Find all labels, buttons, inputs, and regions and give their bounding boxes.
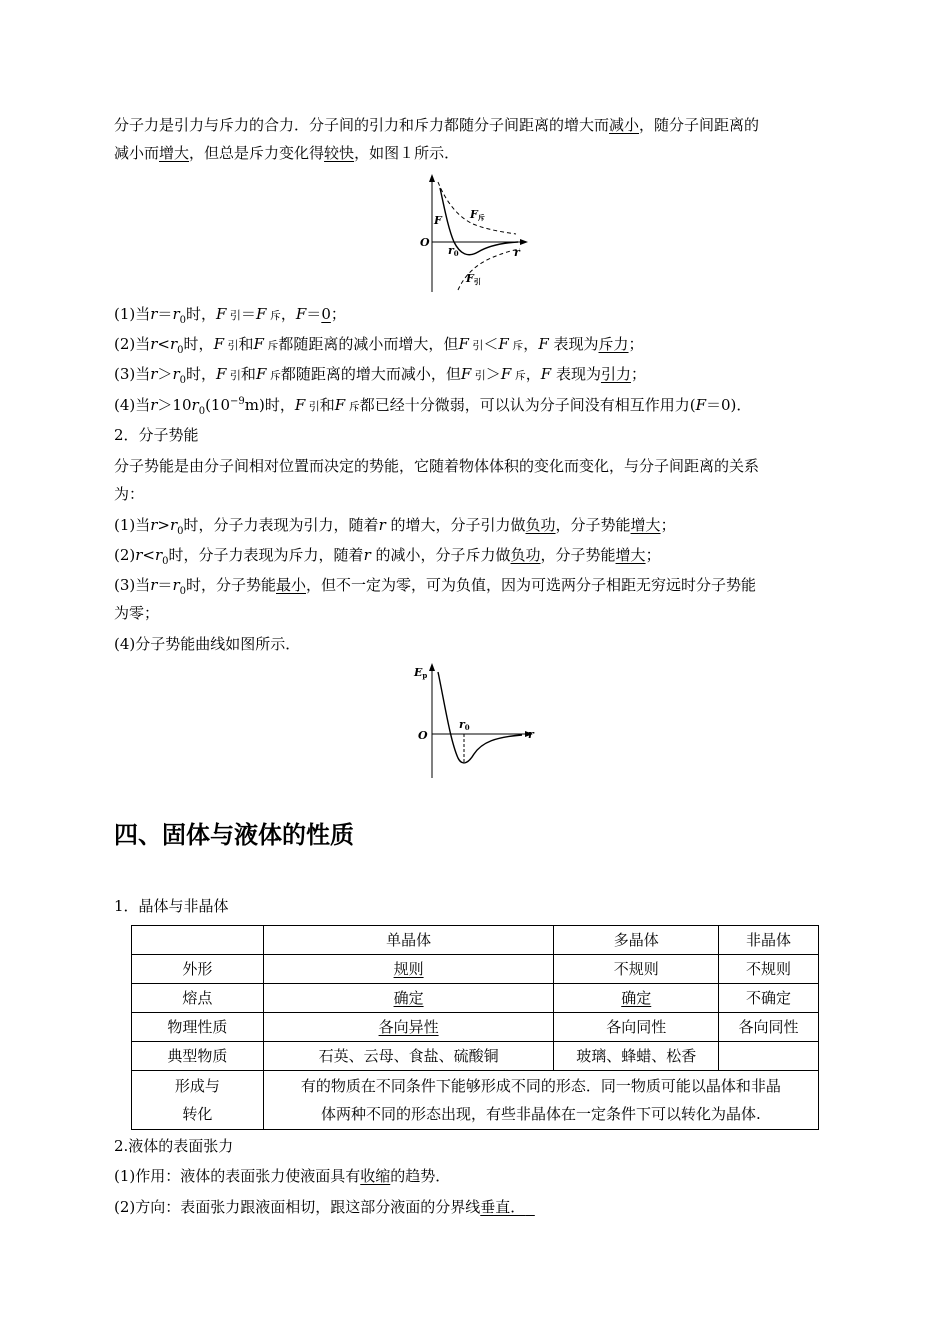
- row-label: 物理性质: [132, 1013, 264, 1042]
- row-label: 熔点: [132, 984, 264, 1013]
- potential-case-4: (4)分子势能曲线如图所示．: [114, 635, 301, 653]
- potential-desc-1: 分子势能是由分子间相对位置而决定的势能，它随着物体体积的变化而变化，与分子间距离的关系: [114, 457, 760, 475]
- label-r0: r0: [448, 244, 459, 258]
- table-row: [132, 1042, 819, 1071]
- label-origin: O: [418, 729, 428, 742]
- row-label: 形成与 转化: [132, 1071, 264, 1130]
- table-cell: 有的物质在不同条件下能够形成不同的形态．同一物质可能以晶体和非晶 体两种不同的形态出现，有些非晶体在一定条件下可以转化为晶体.: [263, 1071, 818, 1130]
- potential-curve: [438, 672, 522, 763]
- table-cell: 各向异性: [263, 1013, 554, 1042]
- force-case-4: (4)当$r>10r_0(10^{-9}m)$时，F 引和F 斥都已经十分微弱，可以认为分子间没有相互作用力(F＝0)．: [114, 396, 752, 417]
- table-cell: 各向同性: [554, 1013, 719, 1042]
- label-Ep: Ep: [414, 666, 428, 680]
- table-cell: 不规则: [554, 955, 719, 984]
- header-cell: 单晶体: [263, 926, 554, 955]
- answer-blank: 引力: [600, 365, 631, 383]
- table-row: [132, 984, 819, 1013]
- table-cell: 石英、云母、食盐、硫酸铜: [263, 1042, 554, 1071]
- answer-blank: 增大: [630, 516, 661, 534]
- force-case-1: (1)当$r=r_0$时，F 引＝F 斥，F＝0；: [114, 305, 346, 326]
- potential-case-3: (3)当$r=r_0$时，分子势能最小，但不一定为零，可为负值，因为可选两分子相距无穷远时分子势能: [114, 576, 757, 597]
- section-heading: 四、固体与液体的性质: [114, 821, 354, 849]
- row-label: 外形: [132, 955, 264, 984]
- text: ，但总是斥力变化得: [189, 144, 325, 162]
- y-axis-arrow: [429, 663, 435, 671]
- label-F-attraction: F引: [466, 272, 481, 286]
- answer-blank: 增大: [159, 144, 190, 162]
- answer-blank: 负功: [510, 546, 541, 564]
- text: 减小而: [114, 144, 160, 162]
- answer-blank: 增大: [615, 546, 646, 564]
- header-cell: 多晶体: [554, 926, 719, 955]
- crystal-table: [131, 925, 819, 1130]
- label-r0: r0: [459, 718, 470, 732]
- text: ，随分子间距离的: [639, 116, 760, 134]
- molecular-force-figure: [418, 172, 538, 294]
- label-F-repulsion: F斥: [470, 208, 485, 222]
- row-label: 典型物质: [132, 1042, 264, 1071]
- header-cell: [132, 926, 264, 955]
- x-axis-arrow: [520, 239, 528, 245]
- table-row: [132, 1071, 819, 1130]
- text: 分子力是引力与斥力的合力．分子间的引力和斥力都随分子间距离的增大而: [114, 116, 610, 134]
- liquid-line-1: (1)作用：液体的表面张力使液面具有收缩的趋势．: [114, 1167, 451, 1185]
- potential-desc-2: 为：: [114, 485, 145, 503]
- label-origin: O: [420, 236, 430, 249]
- answer-blank: 最小: [276, 576, 307, 594]
- table-row: [132, 1013, 819, 1042]
- answer-blank: 较快: [324, 144, 355, 162]
- table-cell: 玻璃、蜂蜡、松香: [554, 1042, 719, 1071]
- table-header-row: [132, 926, 819, 955]
- answer-blank: 收缩: [360, 1167, 391, 1185]
- table-cell: 不确定: [719, 984, 819, 1013]
- table-cell: 确定: [554, 984, 719, 1013]
- table-cell: 确定: [263, 984, 554, 1013]
- answer-blank: 负功: [525, 516, 556, 534]
- header-cell: 非晶体: [719, 926, 819, 955]
- answer-blank: 减小: [609, 116, 640, 134]
- liquid-heading: 2.液体的表面张力: [114, 1137, 234, 1155]
- label-F: F: [434, 214, 442, 227]
- potential-case-3-cont: 为零；: [114, 604, 160, 622]
- answer-blank: 垂直．: [480, 1198, 526, 1216]
- crystal-subheading: 1．晶体与非晶体: [114, 897, 229, 915]
- force-case-2: (2)当$r<r_0$时，F 引和F 斥都随距离的减小而增大，但F 引＜F 斥，F 表现为斥力；: [114, 335, 644, 356]
- answer-blank: 0: [321, 305, 331, 323]
- intro-line-2: [114, 140, 838, 166]
- liquid-line-2: (2)方向：表面张力跟液面相切，跟这部分液面的分界线垂直．: [114, 1194, 838, 1220]
- table-cell: 不规则: [719, 955, 819, 984]
- potential-case-1: (1)当$r>r_0$时，分子力表现为引力，随着r 的增大，分子引力做负功，分子势能增大；: [114, 516, 676, 537]
- potential-energy-figure: [412, 660, 542, 780]
- intro-line-1: [114, 112, 838, 138]
- label-r: r: [528, 728, 534, 741]
- text: ，如图１所示．: [354, 144, 460, 162]
- force-case-3: (3)当$r>r_0$时，F 引和F 斥都随距离的增大而减小，但F 引＞F 斥，F 表现为引力；: [114, 365, 646, 386]
- table-cell: 各向同性: [719, 1013, 819, 1042]
- answer-blank: 斥力: [598, 335, 629, 353]
- table-row: [132, 955, 819, 984]
- potential-case-2: $(2)r<r_0$时，分子力表现为斥力，随着r 的减小，分子斥力做负功，分子势能增大；: [114, 546, 661, 567]
- label-r: r: [514, 246, 520, 259]
- y-axis-arrow: [429, 174, 435, 182]
- table-cell: 规则: [263, 955, 554, 984]
- potential-heading: 2．分子势能: [114, 426, 199, 444]
- table-cell: [719, 1042, 819, 1071]
